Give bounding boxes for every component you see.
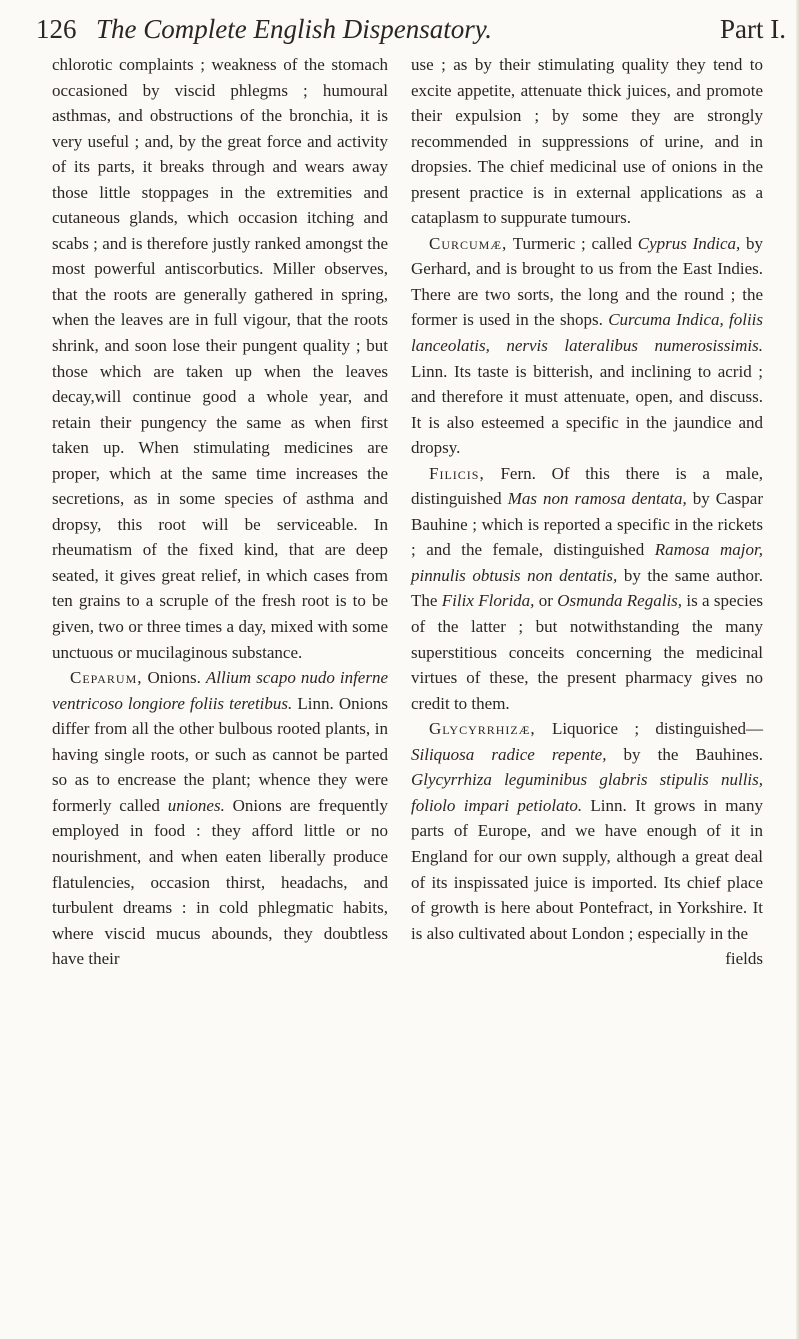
entry-glycyrrhizae: Glycyrrhizæ, Liquorice ; distinguished— Siliquosa radice repente, by the Bauhines. Glycyrrhiza leguminibus glabris stipulis nullis, foliolo impari petiolato. Linn. It grows in many parts of Europe, and we have enough of it in England for our own supply, although a great deal of its inspissated juice is imported. Its chief place of growth is here about Pontefract, in Yorkshire. It is also cultivated about London ; especially in the	[411, 719, 763, 943]
entry-curcumae: Curcumæ, Turmeric ; called Cyprus Indica, by Gerhard, and is brought to us from the East Indies. There are two sorts, the long and the round ; the former is used in the shops. Curcuma Indica, foliis lanceolatis, nervis lateralibus numerosissimis. Linn. Its taste is bitterish, and inclining to acrid ; and therefore it must attenuate, open, and discuss. It is also esteemed a specific in the jaundice and dropsy.	[411, 233, 764, 458]
catchword: fields	[725, 949, 763, 969]
entry-ceparum: Ceparum, Onions. Allium scapo nudo inferne ventricoso longiore foliis teretibus. Linn. Onions differ from all the other bulbous rooted plants, in having single roots, or such as cannot be parted so as to encrease the plant; whence they were formerly called uniones. Onions are frequently employed in food : they afford little or no nourishment, and when eaten liberally produce flatulencies, occasion thirst, headachs, and turbulent dreams : in cold phlegmatic habits, where viscid mucus abounds, they doubtless have their	[52, 668, 389, 969]
part-label: Part I.	[720, 14, 786, 44]
page-edge	[796, 0, 800, 1339]
entry-heading: Filicis,	[429, 463, 485, 483]
entry-heading: Curcumæ,	[429, 233, 508, 253]
paragraph-continued: chlorotic complaints ; weakness of the stomach occasioned by viscid phlegms ; humoural asthmas, and obstructions of the bronchia, it is very useful ; and, by the great force and activity of its parts, it breaks through and wears away those little stoppages in the extremities and cutaneous glands, which occasion itching and scabs ; and is therefore justly ranked amongst the most powerful antiscorbutics. Miller observes, that the roots are generally gathered in spring, when the leaves are in full vigour, that the roots shrink, and soon lose their pungent quality ; but those which are taken up when the leaves decay,will continue good a whole year, and retain their pungency the same as when first taken up. When stimulating medicines are proper, which at the same time increases the secretions, as in some species of asthma and dropsy, this root will be serviceable. In rheumatism of the fixed kind, that are deep seated, it gives great relief, in which cases from ten grains to a scruple of the fresh root is to be given, two or three times a day, mixed with some unctuous or mucilaginous substance.	[52, 55, 388, 662]
running-title: The Complete English Dispensatory.	[96, 14, 492, 44]
entry-filicis: Filicis, Fern. Of this there is a male, distinguished Mas non ramosa dentata, by Caspar Bauhine ; which is reported a specific in the rickets ; and the female, distinguished Ramosa major, pinnulis obtusis non dentatis, by the same author. The Filix Florida, or Osmunda Regalis, is a species of the latter ; but notwithstanding the many superstitious conceits concerning the medicinal virtues of these, the present pharmacy gives no credit to them.	[411, 463, 764, 713]
paragraph-continued: use ; as by their stimulating quality they tend to excite appetite, attenuate thick juices, and promote their expulsion ; by some they are strongly recommended in suppressions of urine, and in dropsies. The chief medicinal use of onions in the present practice is in external applications as a cataplasm to suppurate tumours.	[411, 55, 763, 228]
entry-heading: Glycyrrhizæ,	[429, 719, 536, 739]
right-column	[411, 52, 763, 972]
page-number: 126	[36, 14, 77, 44]
botanical-name: Glycyrrhiza leguminibus glabris stipulis nullis, foliolo impari petiolato.	[411, 770, 763, 815]
botanical-name: Allium scapo nudo inferne ventricoso longiore foliis teretibus.	[52, 668, 389, 713]
botanical-name: Curcuma Indica, foliis lanceolatis, nervis lateralibus numerosissimis.	[411, 310, 764, 356]
running-header	[36, 10, 786, 46]
entry-heading: Ceparum,	[70, 668, 143, 688]
left-column	[52, 52, 388, 972]
